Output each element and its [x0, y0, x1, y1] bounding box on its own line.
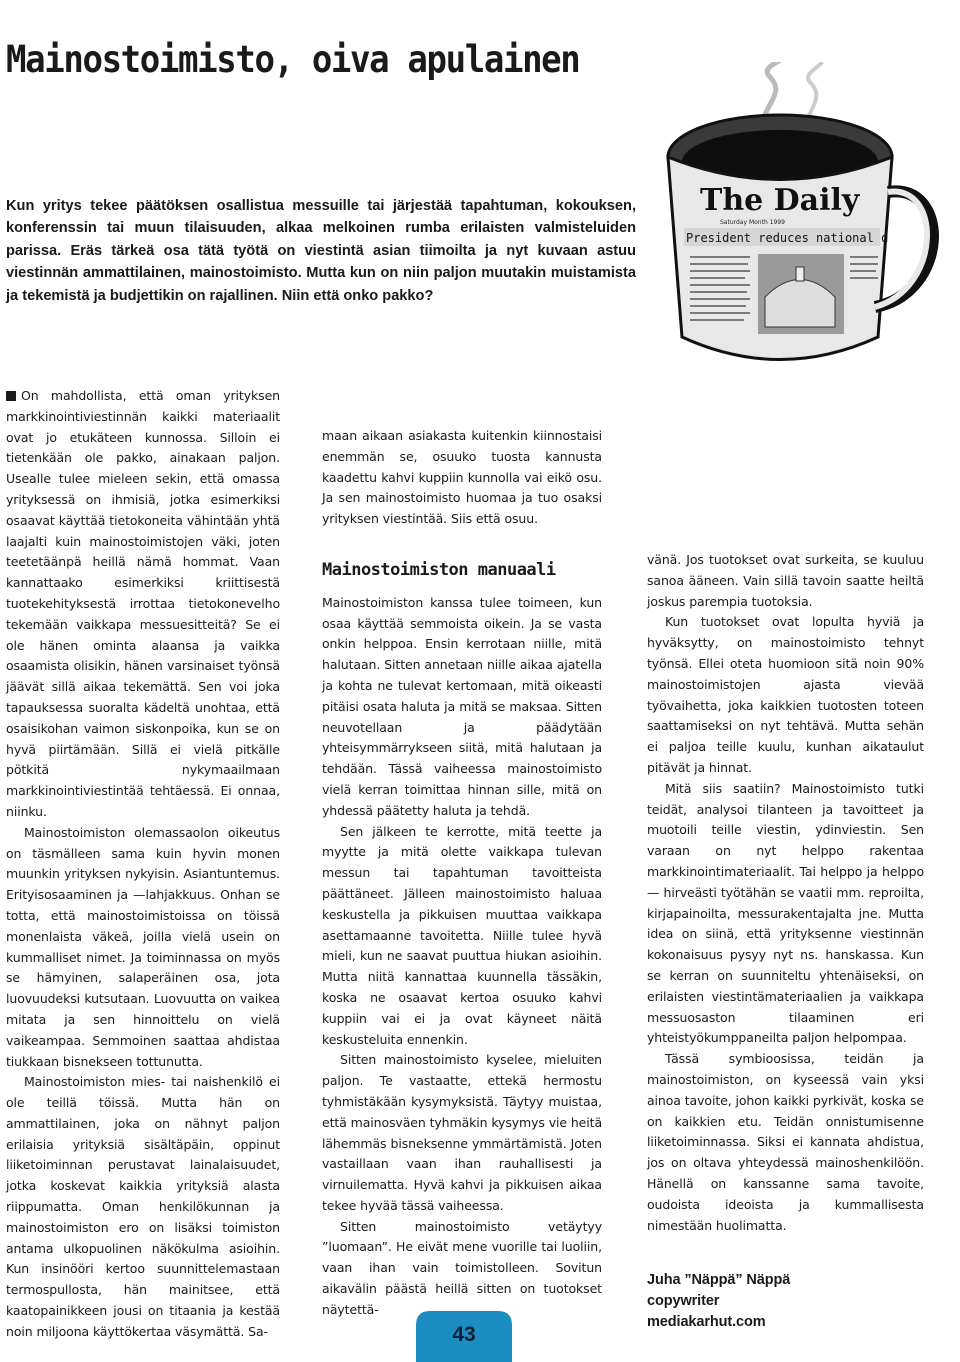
newspaper-coffee-cup-icon: [660, 62, 950, 382]
paragraph: Mainostoimiston mies- tai naishenkilö ei ole teillä töissä. Mutta hän on ammattilainen, joka on nähnyt paljon erilaisia yrityksiä sisältäpäin, oppinut liiketoiminnan perustavat lainalaisuudet, jotka koskevat kaikkia yrityksiä alasta riippumatta. Oman henkilökunnan ja mainostoimiston ero on lisäksi toimiston antama ulkopuolinen näkökulma asioihin. Kun insinööri kertoo suunnittelemastaan termospullosta, hän mainitsee, että kaatopainikkeen jousi on titaania ja kestää noin miljoona käyttökertaa väsymättä. Sa-: [6, 1074, 280, 1339]
paragraph: Sen jälkeen te kerrotte, mitä teette ja myytte ja mitä olette vaikkapa tulevan messun tai tapahtuman tavoitteista päättäneet. Jälleen mainostoimisto haluaa keskustella ja pikkuisen muuttaa vaikkapa asettamaanne tavoitetta. Niille tulee hyvä mieli, kun ne saavat puuttua hiukan asioihin. Mutta niitä kannattaa kuunnella tässäkin, koska ne osaavat kertoa osuuko kahvi kuppiin vai ei ja ovat käyneet näitä keskusteluita ennenkin.: [322, 823, 602, 1047]
dateline-text: Saturday Month 1999: [720, 219, 785, 226]
page-number: 43: [452, 1323, 476, 1346]
paragraph: Mainostoimiston kanssa tulee toimeen, kun osaa käyttää semmoista oikein. Ja se vasta onkin helppoa. Ensin kerrotaan niille, mitä halutaan. Sitten annetaan niille aikaa ajatella ja kohta ne tulevat kertomaan, mitä oikeasti pitäisi osata haluta ja mitä se maksaa. Sitten neuvotellaan ja päädytään yhteisymmärrykseen siitä, mitä halutaan ja tehdään. Tässä vaiheessa mainostoimisto vielä kerran toimittaa hinnan sille, mitä on yhdessä päätetty haluta ja tehdä.: [322, 594, 602, 818]
column-1: [6, 386, 280, 1343]
paragraph: [6, 386, 280, 823]
paragraph: Tässä symbioosissa, teidän ja mainostoimiston, on kyseessä vain yksi ainoa tavoite, johon kaikki pyrkivät, koska se on kaikkien etu. Teidän onnistumisenne liiketoiminnassa. Siksi ei kannata ahdistua, jos on oltava yhteydessä mainoshenkilöön. Hänellä on kanssanne sama tavoite, oudoista ideoista ja kummallisesta nimestään huolimatta.: [647, 1051, 924, 1233]
author-signature: [647, 1270, 924, 1333]
masthead-text: The Daily: [700, 183, 860, 218]
headline-text: President reduces national d: [686, 231, 889, 245]
paragraph-text: On mahdollista, että oman yrityksen markkinointiviestinnän kaikki materiaalit ovat jo etukäteen kunnossa. Silloin ei tietenkään ole pakko, ainakaan paljon. Usealle tulee mieleen sekin, että omassa yrityksessä on ihmisiä, jotka esimerkiksi osaavat käyttää tietokoneita vähintään yhtä laajalti kuin mainostoimistojen väki, joten teetetäänpä heillä nämä hommat. Vaan kannattaako esimerkiksi kriittisestä tuotekehityksestä irrottaa tietokonevelho tekemään vaikkapa messuesitteitä? Se ei ole hänen ominta alaansa ja vaikka osaamista olisikin, hänen varsinaiset työnsä jäävät sillä aikaa tekemättä. Sen voi joka tapauksessa suoralta kädeltä unohtaa, että osaisikohan vaimon siskonpoika, kun se on hyvä piirtämään. Sillä ei vielä pitkälle pötkitä nykymaailmaan markkinointiviestintää tehtäessä. Ei onnaa, niinku.: [6, 388, 280, 819]
section-marker-icon: [6, 391, 16, 401]
paragraph: Sitten mainostoimisto kyselee, mieluiten paljon. Te vastaatte, ettekä hermostu tyhmistäkään kysymyksistä. Täytyy muistaa, että mainosväen tyhmäkin kysymys vie heitä lähemmäs bisneksenne ymmärtämistä. Joten vastaillaan vaan ihan rauhallisesti ja virnuilematta. Hyvä kahvi ja pikkuisen aikaa tekee hyvää tässä vaiheessa.: [322, 1052, 602, 1213]
column-3: [647, 550, 924, 1333]
author-name: Juha ”Näppä” Näppä: [647, 1272, 791, 1289]
paragraph: maan aikaan asiakasta kuitenkin kiinnostaisi enemmän se, osuuko tuosta kannusta kaadettu kahvi kuppiin kunnolla vai eikö osu. Ja sen mainostoimisto huomaa ja tuo osaksi yrityksen viestintää. Siis että osuu.: [322, 428, 602, 527]
lead-paragraph: Kun yritys tekee päätöksen osallistua messuille tai järjestää tapahtuman, kokouksen, konferenssin tai muun tilaisuuden, alkaa melkoinen rumba erilaisten valmisteluiden parissa. Eräs tärkeä osa tätä työtä on viestintä asian tiimoilta ja nyt kuvaan astuu viestinnän ammattilainen, mainostoimisto. Mutta kun on niin paljon muutakin muistamista ja tekemistä ja budjettikin on rajallinen. Niin että onko pakko?: [6, 198, 636, 304]
paragraph: vänä. Jos tuotokset ovat surkeita, se kuuluu sanoa ääneen. Vain sillä tavoin saatte heiltä joskus parempia tuotoksia.: [647, 552, 924, 609]
subheading: Mainostoimiston manuaali: [322, 559, 556, 580]
article-title: Mainostoimisto, oiva apulainen: [6, 38, 580, 81]
author-website: mediakarhut.com: [647, 1314, 766, 1331]
paragraph: Sitten mainostoimisto vetäytyy ”luomaan”. He eivät mene vuorille tai luoliin, vaan ihan vain toimistolleen. Sovitun aikavälin päästä heillä sitten on tuotokset näytettä-: [322, 1218, 602, 1317]
author-role: copywriter: [647, 1293, 720, 1310]
paragraph: Mainostoimiston olemassaolon oikeutus on täsmälleen sama kuin hyvin monen muunkin yrityksen nykyisin. Asiantuntemus. Erityisosaaminen ja —lahjakkuus. Onhan se totta, että mainostoimistoissa on töissä monenlaista väkeä, joilla vielä usein on kummalliset nimet. Ja toiminnassa on myös se hämyinen, salaperäinen osa, jota luovuudeksi kutsutaan. Luovuutta on vaikea mitata ja sen hinnoittelu on vielä vaikeampaa. Semmoinen saattaa ahdistaa tiukkaan bisnekseen tottunutta.: [6, 824, 280, 1069]
paragraph: Mitä siis saatiin? Mainostoimisto tutki teidät, analysoi tilanteen ja tavoitteet ja muotoili teille viestin, ydinviestin. Sen varaan on nyt helppo rakentaa markkinointimateriaalit. Tai helppo ja helppo — hirveästi työtähän se vaatii mm. reproilta, kirjapainoilta, messurakentajalta jne. Mutta idea on siinä, että yrityksenne viestinnän kokonaisuus pysyy nyt ns. hanskassa. Kun se kerran on suunniteltu yhtenäiseksi, on erilaisten viestintämateriaalien ja vaikkapa messuosaston tilaaminen eri yhteistyökumppaneilta paljon helpompaa.: [647, 780, 924, 1046]
paragraph: Kun tuotokset ovat lopulta hyviä ja hyväksytty, on mainostoimisto tehnyt työnsä. Ellei oteta huomioon sitä noin 90% mainostoimistojen ajasta vievää työvaihetta, joka kaikkien tuotosten toteen saattamiseksi on nyt tehtävä. Mutta sehän ei paljoa teille kuulu, kunhan aikataulut pitävät ja hinnat.: [647, 614, 924, 775]
column-2: [322, 426, 602, 1321]
